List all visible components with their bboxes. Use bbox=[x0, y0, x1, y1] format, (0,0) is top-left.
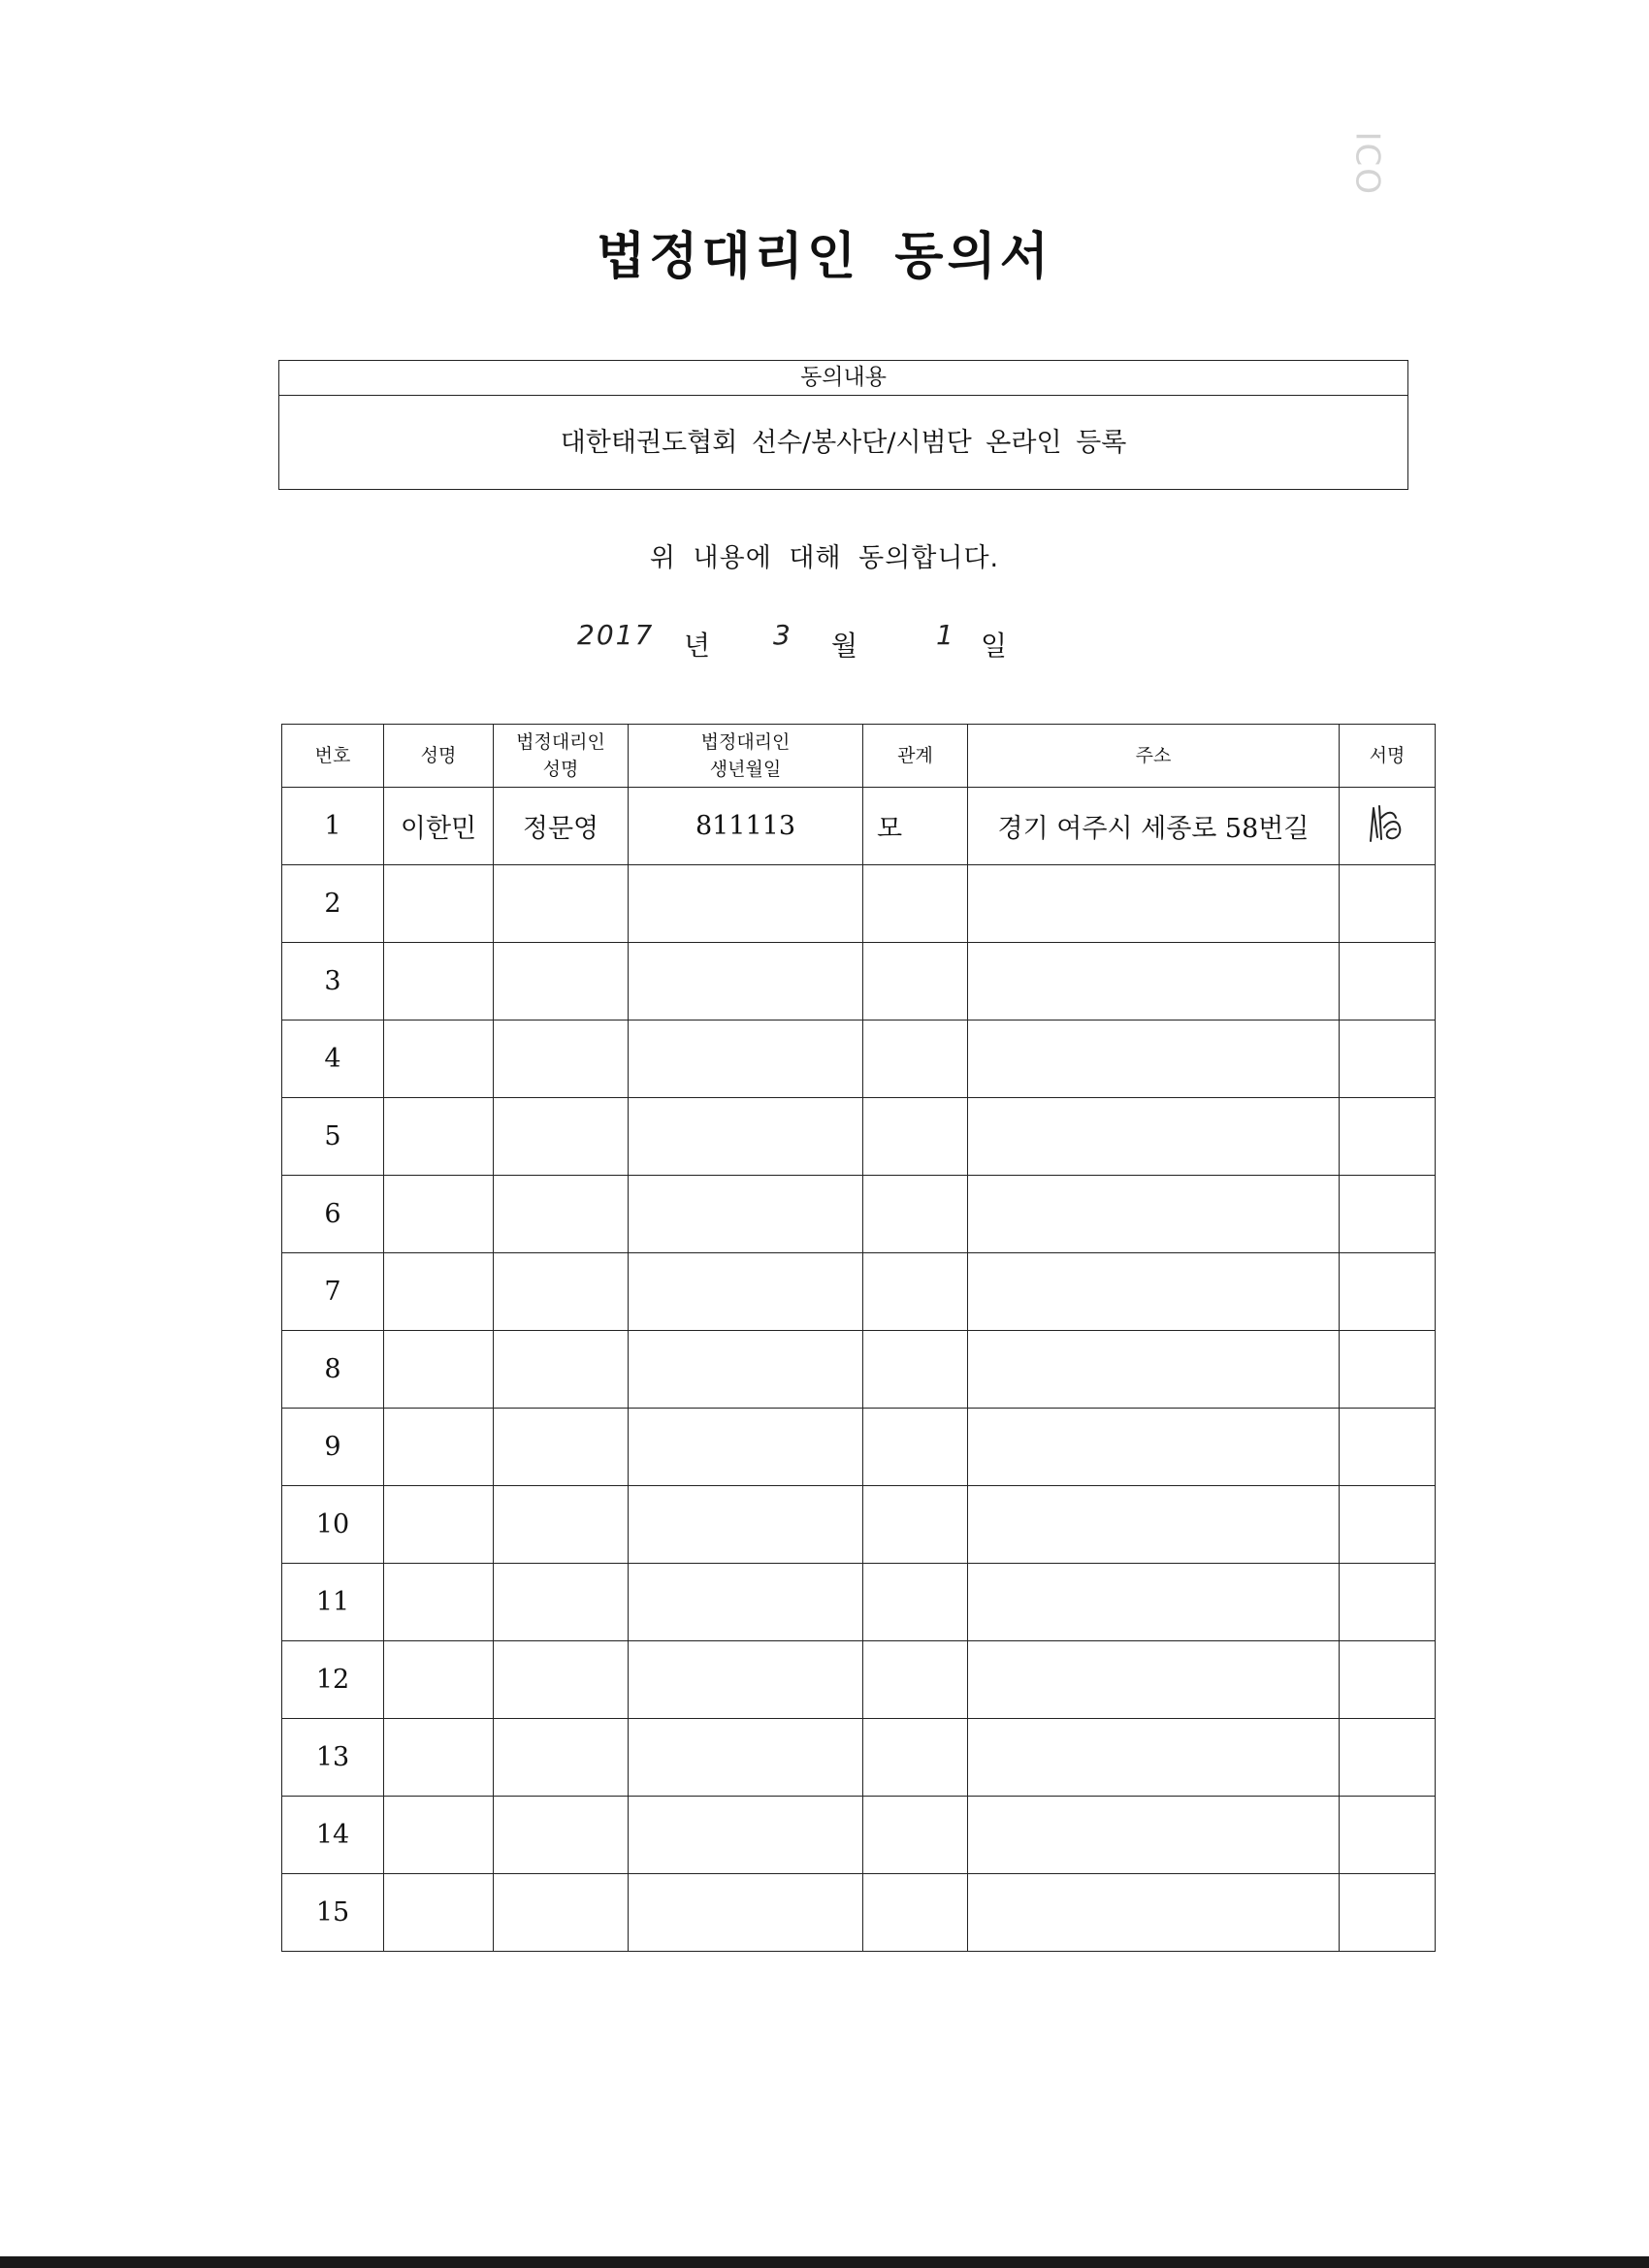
cell-guardian-birth bbox=[629, 1564, 863, 1641]
consent-content-header: 동의내용 bbox=[279, 361, 1407, 396]
cell-name bbox=[384, 1253, 494, 1331]
cell-signature bbox=[1340, 1176, 1436, 1253]
cell-signature bbox=[1340, 1874, 1436, 1952]
table-row bbox=[282, 1641, 1436, 1719]
cell-relation bbox=[863, 1719, 968, 1797]
cell-no: 11 bbox=[282, 1564, 384, 1641]
cell-address bbox=[968, 1797, 1340, 1874]
table-row bbox=[282, 1874, 1436, 1952]
cell-no: 14 bbox=[282, 1797, 384, 1874]
cell-relation bbox=[863, 1176, 968, 1253]
cell-relation bbox=[863, 1098, 968, 1176]
cell-guardian-birth bbox=[629, 1409, 863, 1486]
cell-name bbox=[384, 1021, 494, 1098]
cell-no: 10 bbox=[282, 1486, 384, 1564]
cell-signature bbox=[1340, 1331, 1436, 1409]
header-no: 번호 bbox=[282, 725, 384, 788]
header-guardian-name-line2: 성명 bbox=[542, 759, 579, 780]
cell-guardian-name bbox=[494, 1176, 629, 1253]
cell-guardian-birth bbox=[629, 865, 863, 943]
cell-signature bbox=[1340, 1098, 1436, 1176]
cell-no: 13 bbox=[282, 1719, 384, 1797]
cell-signature bbox=[1340, 1797, 1436, 1874]
cell-address bbox=[968, 1486, 1340, 1564]
cell-guardian-name bbox=[494, 1409, 629, 1486]
cell-guardian-name bbox=[494, 943, 629, 1021]
cell-no: 5 bbox=[282, 1098, 384, 1176]
date-day-handwritten: 1 bbox=[936, 619, 955, 651]
cell-no: 12 bbox=[282, 1641, 384, 1719]
cell-address bbox=[968, 1719, 1340, 1797]
cell-address bbox=[968, 865, 1340, 943]
consent-content-text: 대한태권도협회 선수/봉사단/시범단 온라인 등록 bbox=[560, 428, 1127, 458]
cell-name bbox=[384, 1409, 494, 1486]
cell-name bbox=[384, 1564, 494, 1641]
cell-relation bbox=[863, 1021, 968, 1098]
cell-guardian-birth bbox=[629, 1641, 863, 1719]
cell-guardian-birth bbox=[629, 1797, 863, 1874]
cell-name bbox=[384, 1797, 494, 1874]
cell-signature bbox=[1340, 1564, 1436, 1641]
cell-relation bbox=[863, 1874, 968, 1952]
document-title: 법정대리인 동의서 bbox=[597, 228, 1052, 286]
cell-name bbox=[384, 1486, 494, 1564]
table-body bbox=[282, 788, 1436, 1952]
cell-guardian-name bbox=[494, 1486, 629, 1564]
cell-guardian-birth bbox=[629, 1331, 863, 1409]
cell-address bbox=[968, 1641, 1340, 1719]
cell-address bbox=[968, 1409, 1340, 1486]
cell-guardian-birth bbox=[629, 1021, 863, 1098]
cell-signature bbox=[1340, 865, 1436, 943]
header-relation: 관계 bbox=[863, 725, 968, 788]
table-row bbox=[282, 865, 1436, 943]
table-row bbox=[282, 1797, 1436, 1874]
table-row bbox=[282, 1486, 1436, 1564]
cell-no: 2 bbox=[282, 865, 384, 943]
cell-name: 이한민 bbox=[384, 788, 494, 865]
cell-relation bbox=[863, 1641, 968, 1719]
cell-address bbox=[968, 1176, 1340, 1253]
cell-guardian-birth: 811113 bbox=[629, 788, 863, 865]
cell-address bbox=[968, 1564, 1340, 1641]
cell-address bbox=[968, 1021, 1340, 1098]
cell-guardian-birth bbox=[629, 1176, 863, 1253]
cell-relation bbox=[863, 1253, 968, 1331]
cell-guardian-birth bbox=[629, 1098, 863, 1176]
table-row bbox=[282, 1409, 1436, 1486]
cell-guardian-name bbox=[494, 1331, 629, 1409]
cell-name bbox=[384, 943, 494, 1021]
cell-guardian-name bbox=[494, 1719, 629, 1797]
guardian-consent-table bbox=[281, 724, 1436, 1952]
cell-relation bbox=[863, 1486, 968, 1564]
cell-guardian-name bbox=[494, 1021, 629, 1098]
cell-guardian-name bbox=[494, 1098, 629, 1176]
table-row bbox=[282, 1719, 1436, 1797]
cell-address bbox=[968, 1331, 1340, 1409]
consent-content-box bbox=[278, 360, 1408, 490]
cell-relation bbox=[863, 1797, 968, 1874]
header-address: 주소 bbox=[968, 725, 1340, 788]
header-guardian-birth-line2: 생년월일 bbox=[709, 759, 782, 780]
table-row bbox=[282, 943, 1436, 1021]
table-row bbox=[282, 1253, 1436, 1331]
cell-relation bbox=[863, 1564, 968, 1641]
cell-signature bbox=[1340, 1021, 1436, 1098]
date-month-label: 월 bbox=[831, 630, 858, 662]
cell-relation bbox=[863, 1409, 968, 1486]
header-name: 성명 bbox=[384, 725, 494, 788]
header-guardian-name bbox=[494, 725, 629, 788]
header-signature: 서명 bbox=[1340, 725, 1436, 788]
date-day-label: 일 bbox=[981, 630, 1008, 662]
cell-guardian-name bbox=[494, 1564, 629, 1641]
cell-signature bbox=[1340, 1719, 1436, 1797]
faint-stamp-mark: ICO bbox=[1347, 131, 1387, 197]
cell-signature bbox=[1340, 1409, 1436, 1486]
cell-no: 15 bbox=[282, 1874, 384, 1952]
cell-name bbox=[384, 1719, 494, 1797]
cell-address bbox=[968, 943, 1340, 1021]
cell-relation bbox=[863, 943, 968, 1021]
cell-name bbox=[384, 1331, 494, 1409]
cell-signature bbox=[1340, 1641, 1436, 1719]
cell-no: 9 bbox=[282, 1409, 384, 1486]
table-row bbox=[282, 1021, 1436, 1098]
cell-guardian-name bbox=[494, 1874, 629, 1952]
table-row bbox=[282, 788, 1436, 865]
cell-address: 경기 여주시 세종로 58번길 bbox=[968, 788, 1340, 865]
date-month-handwritten: 3 bbox=[773, 619, 792, 651]
cell-guardian-name bbox=[494, 865, 629, 943]
cell-relation: 모 bbox=[863, 788, 968, 865]
cell-no: 3 bbox=[282, 943, 384, 1021]
table-row bbox=[282, 1176, 1436, 1253]
cell-relation bbox=[863, 865, 968, 943]
cell-guardian-birth bbox=[629, 1874, 863, 1952]
cell-signature bbox=[1340, 1253, 1436, 1331]
header-guardian-name-line1: 법정대리인 bbox=[516, 731, 605, 753]
cell-no: 7 bbox=[282, 1253, 384, 1331]
cell-guardian-name bbox=[494, 1797, 629, 1874]
header-guardian-birth bbox=[629, 725, 863, 788]
table-header-row bbox=[282, 725, 1436, 788]
cell-guardian-name bbox=[494, 1641, 629, 1719]
table-row bbox=[282, 1564, 1436, 1641]
date-year-label: 년 bbox=[684, 630, 711, 662]
cell-guardian-birth bbox=[629, 1253, 863, 1331]
cell-guardian-name: 정문영 bbox=[494, 788, 629, 865]
date-year-handwritten: 2017 bbox=[577, 619, 655, 651]
cell-no: 8 bbox=[282, 1331, 384, 1409]
cell-name bbox=[384, 1176, 494, 1253]
cell-guardian-birth bbox=[629, 1486, 863, 1564]
cell-no: 6 bbox=[282, 1176, 384, 1253]
scanner-bottom-edge bbox=[0, 2256, 1649, 2268]
handwritten-signature-icon bbox=[1365, 798, 1409, 847]
agreement-statement: 위 내용에 대해 동의합니다. bbox=[649, 543, 1000, 573]
cell-no: 4 bbox=[282, 1021, 384, 1098]
cell-signature bbox=[1340, 788, 1436, 865]
cell-address bbox=[968, 1874, 1340, 1952]
cell-name bbox=[384, 1098, 494, 1176]
header-guardian-birth-line1: 법정대리인 bbox=[700, 731, 791, 753]
cell-name bbox=[384, 865, 494, 943]
cell-guardian-birth bbox=[629, 943, 863, 1021]
cell-signature bbox=[1340, 1486, 1436, 1564]
cell-relation bbox=[863, 1331, 968, 1409]
cell-address bbox=[968, 1253, 1340, 1331]
cell-no: 1 bbox=[282, 788, 384, 865]
cell-signature bbox=[1340, 943, 1436, 1021]
cell-name bbox=[384, 1874, 494, 1952]
table-row bbox=[282, 1098, 1436, 1176]
cell-name bbox=[384, 1641, 494, 1719]
cell-address bbox=[968, 1098, 1340, 1176]
table-row bbox=[282, 1331, 1436, 1409]
cell-guardian-birth bbox=[629, 1719, 863, 1797]
cell-guardian-name bbox=[494, 1253, 629, 1331]
